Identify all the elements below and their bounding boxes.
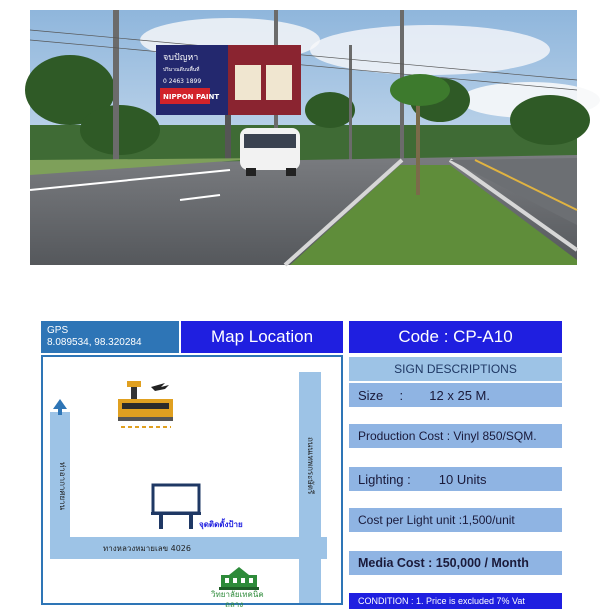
billboard-photo-line1: จบปัญหา bbox=[163, 53, 199, 63]
size-separator: : bbox=[399, 387, 404, 403]
billboard-icon bbox=[151, 485, 201, 529]
size-label: Size bbox=[358, 387, 384, 403]
gps-coordinates: 8.089534, 98.320284 bbox=[47, 337, 142, 348]
sign-descriptions-header: SIGN DESCRIPTIONS bbox=[349, 357, 562, 381]
billboard-photo-phone: 0 2463 1899 bbox=[163, 78, 202, 85]
gps-label: GPS bbox=[47, 325, 69, 336]
media-cost-row: Media Cost : 150,000 / Month bbox=[349, 551, 562, 575]
road-right-label: ถนนเทพกระษัตรี bbox=[306, 437, 315, 495]
size-value: 12 x 25 M. bbox=[429, 387, 490, 403]
road-bottom-label: ทางหลวงหมายเลข 4026 bbox=[103, 544, 191, 553]
cost-per-light-row: Cost per Light unit :1,500/unit bbox=[349, 508, 562, 532]
school-label: วิทยาลัยเทคนิค bbox=[211, 590, 264, 599]
school-icon bbox=[219, 567, 259, 590]
airport-icon bbox=[118, 381, 173, 427]
lighting-value: 10 Units bbox=[438, 471, 487, 487]
billboard-photo-line2: ปริมาณดีบนพื้นที่ bbox=[163, 67, 200, 73]
lighting-row bbox=[349, 467, 562, 491]
billboard-photo-brand: NIPPON PAINT bbox=[163, 93, 220, 101]
map-location-title: Map Location bbox=[181, 321, 343, 353]
lighting-label: Lighting : bbox=[358, 471, 411, 487]
roadside-scene bbox=[30, 10, 577, 265]
road-left-label: ท่าอากาศยาน bbox=[58, 462, 67, 511]
size-row bbox=[349, 383, 562, 407]
map-drawing bbox=[43, 357, 341, 609]
billboard-location-label: จุดติดตั้งป้าย bbox=[199, 520, 243, 529]
school-label-line2: ถลาง bbox=[225, 600, 244, 609]
production-cost-row: Production Cost : Vinyl 850/SQM. bbox=[349, 424, 562, 448]
billboard-photo bbox=[30, 10, 577, 265]
sign-code-title: Code : CP-A10 bbox=[349, 321, 562, 353]
condition-row: CONDITION : 1. Price is excluded 7% Vat bbox=[349, 593, 562, 609]
gps-box bbox=[41, 321, 179, 353]
location-map bbox=[41, 355, 343, 609]
